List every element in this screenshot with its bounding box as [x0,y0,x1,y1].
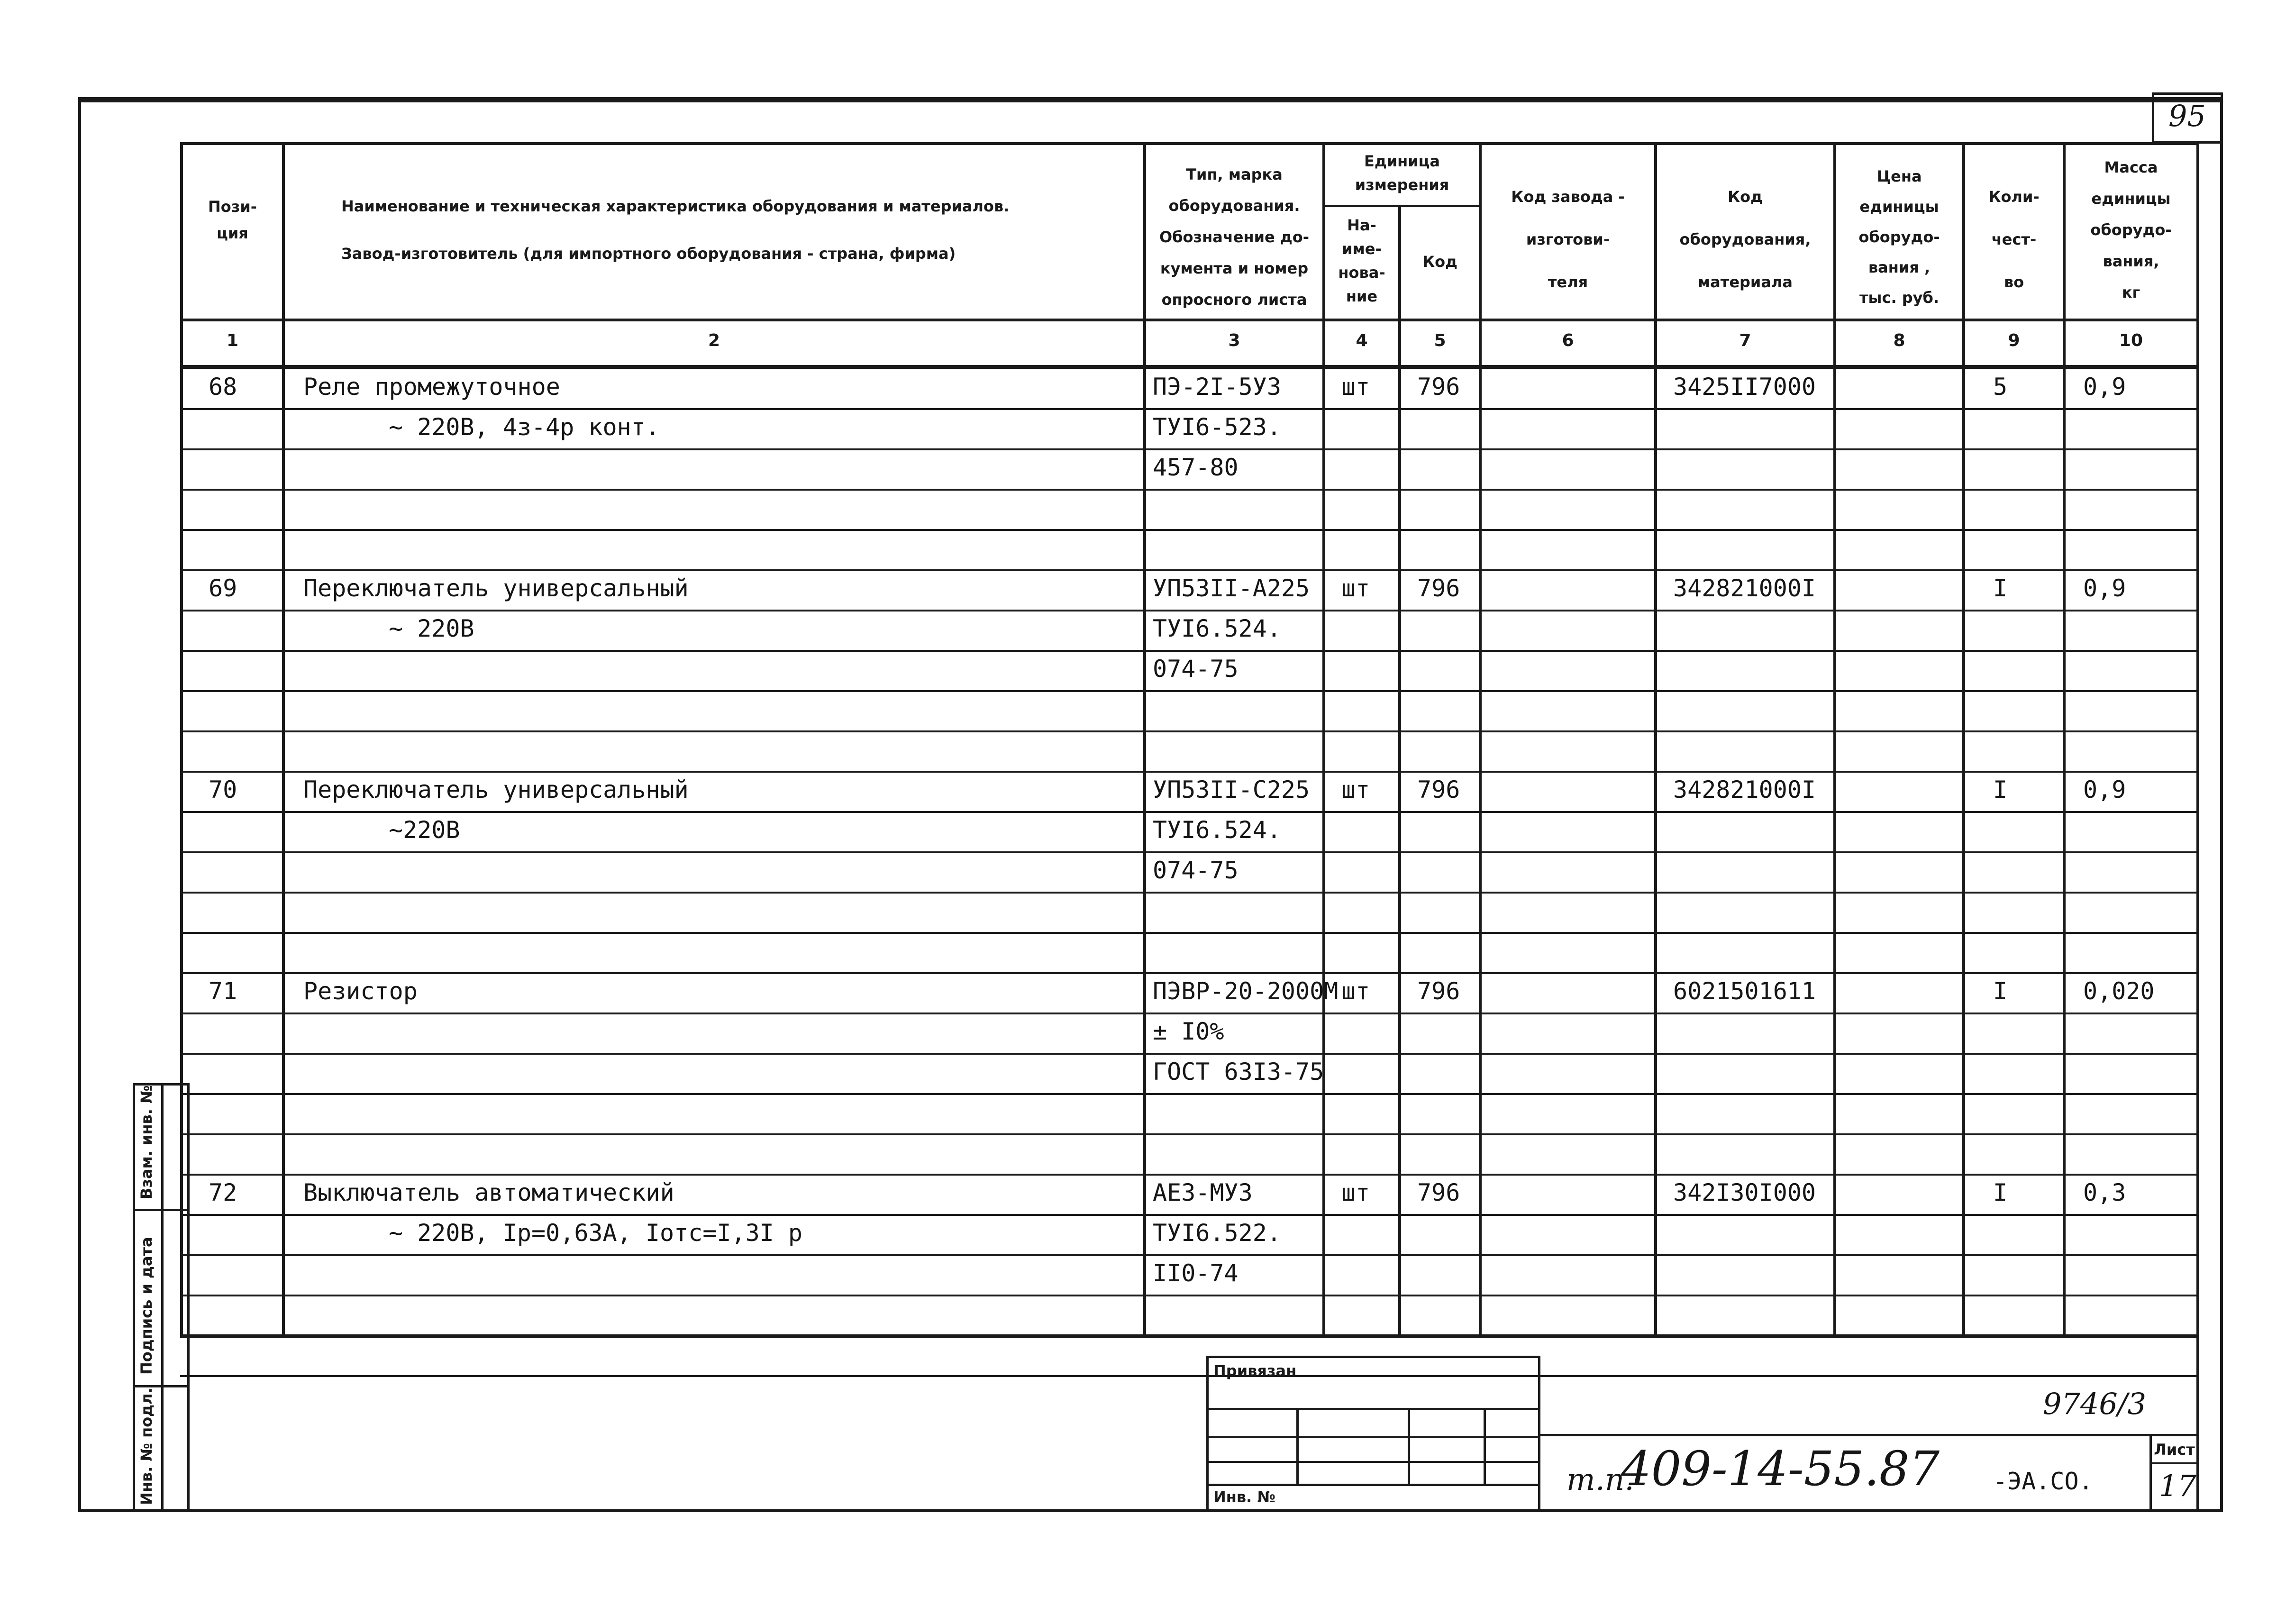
row-rule [180,408,2199,410]
item-unit: шт [1341,373,1370,401]
col-rule-7 [1833,142,1836,1337]
item-type-line: АЕЗ-МУЗ [1153,1179,1253,1206]
colnum-9: 9 [2008,331,2020,350]
header-type: Тип, марка оборудования. Обозначение до- кумента и номер опросного листа [1159,165,1309,309]
doc-title-top-rule [1540,1434,2199,1436]
item-quantity: 5 [1993,373,2008,401]
colnum-3: 3 [1228,331,1240,350]
item-name-line: Переключатель универсальный [303,575,689,602]
item-type-line: ТУI6-523. [1153,413,1281,441]
item-name-line: ~ 220В, Ір=0,63А, Іотс=I,3І р [389,1219,802,1247]
col-rule-8 [1962,142,1965,1337]
item-equipment-code: 342I30I000 [1673,1179,1816,1206]
colnum-2: 2 [708,331,720,350]
item-type-line: ПЭВР-20-2000М [1153,977,1339,1005]
row-rule [180,1375,2199,1377]
side-stamp-row-rule-1 [133,1209,190,1211]
colnum-5: 5 [1434,331,1446,350]
row-rule [180,448,2199,450]
row-rule [180,569,2199,571]
row-rule [180,1295,2199,1296]
item-position: 70 [209,776,237,803]
row-rule [180,610,2199,611]
item-type-line: ТУI6.524. [1153,615,1281,642]
col-rule-10 [2196,142,2199,1337]
side-stamp-signature-date: Подпись и дата [137,1237,155,1375]
header-unit-name: На- име- нова- ние [1338,216,1385,305]
row-rule [180,730,2199,732]
bound-stamp-rule-3 [1206,1461,1540,1463]
colnum-6: 6 [1562,331,1574,350]
item-equipment-code: 3425II7000 [1673,373,1816,401]
row-rule [180,771,2199,773]
row-rule [180,972,2199,974]
item-type-line: 457-80 [1153,454,1239,481]
bound-stamp-col-2 [1408,1408,1410,1484]
item-mass: 0,020 [2083,977,2155,1005]
item-position: 68 [209,373,237,401]
col-rule-4 [1398,205,1401,1337]
colnum-10: 10 [2119,331,2143,350]
item-mass: 0,9 [2083,776,2126,803]
col-rule-5 [1479,142,1482,1337]
row-rule [180,529,2199,531]
bound-stamp-col-1 [1296,1408,1299,1484]
row-rule [180,650,2199,652]
item-quantity: I [1993,776,2008,803]
doc-number: 409-14-55.87 [1621,1441,1940,1496]
item-name-line: Резистор [303,977,418,1005]
item-type-line: ПЭ-2I-5У3 [1153,373,1281,401]
header-equipment-code: Код оборудования, материала [1679,188,1811,291]
colnum-4: 4 [1356,331,1368,350]
row-rule [180,851,2199,853]
row-rule [180,1174,2199,1176]
item-unit-code: 796 [1417,373,1460,401]
item-name-line: Реле промежуточное [303,373,560,401]
item-type-line: II0-74 [1153,1259,1239,1287]
header-bottom-rule [180,319,2199,321]
item-equipment-code: 342821000I [1673,776,1816,803]
item-position: 69 [209,575,237,602]
colnum-1: 1 [226,331,239,350]
item-type-line: ± I0% [1153,1018,1224,1045]
sheet-number-top: 95 [2168,99,2206,133]
colnum-7: 7 [1739,331,1751,350]
row-rule [180,1133,2199,1135]
item-name-line: ~ 220В, 4з-4р конт. [389,413,660,441]
row-rule [180,1093,2199,1095]
header-unit-group: Единица измерения [1355,152,1449,194]
header-plant-code: Код завода - изготови- теля [1511,188,1625,291]
item-type-line: УП53II-А225 [1153,575,1310,602]
item-mass: 0,9 [2083,575,2126,602]
item-unit-code: 796 [1417,1179,1460,1206]
item-equipment-code: 342821000I [1673,575,1816,602]
header-quantity: Коли- чест- во [1988,188,2040,291]
item-name-line: Переключатель универсальный [303,776,689,803]
item-unit-code: 796 [1417,977,1460,1005]
doc-suffix: -ЭА.СО. [1993,1468,2093,1495]
item-type-line: УП53II-С225 [1153,776,1310,803]
item-type-line: ТУI6.522. [1153,1219,1281,1247]
item-unit-code: 796 [1417,776,1460,803]
bound-stamp-label: Привязан [1213,1362,1297,1380]
sheet-number: 17 [2159,1469,2196,1503]
row-rule [180,892,2199,894]
doc-frame-right-extension [2196,1334,2199,1512]
item-unit: шт [1341,575,1370,602]
item-mass: 0,3 [2083,1179,2126,1206]
doc-prefix: т.п. [1566,1462,1634,1497]
item-position: 72 [209,1179,237,1206]
item-name-line: Выключатель автоматический [303,1179,674,1206]
item-quantity: I [1993,977,2008,1005]
side-stamp-mid-rule [161,1083,164,1512]
inv-number-label: Инв. № [1213,1488,1275,1506]
item-unit: шт [1341,776,1370,803]
item-type-line: 074-75 [1153,857,1239,884]
colnum-8: 8 [1893,331,1905,350]
item-quantity: I [1993,575,2008,602]
row-rule [180,489,2199,491]
col-rule-6 [1654,142,1657,1337]
row-rule [180,690,2199,692]
item-quantity: I [1993,1179,2008,1206]
item-type-line: ТУI6.524. [1153,816,1281,844]
row-rule [180,811,2199,813]
side-stamp-row-rule-2 [133,1385,190,1387]
item-mass: 0,9 [2083,373,2126,401]
row-rule [180,1053,2199,1055]
item-name-line: ~ 220В [389,615,474,642]
col-rule-9 [2063,142,2066,1337]
item-type-line: 074-75 [1153,655,1239,683]
item-name-line: ~220В [389,816,460,844]
colnum-bottom-rule [180,365,2199,369]
item-unit-code: 796 [1417,575,1460,602]
archive-number: 9746/3 [2043,1387,2147,1421]
table-bottom-rule [180,1334,2199,1338]
item-unit: шт [1341,1179,1370,1206]
bound-stamp-col-3 [1484,1408,1486,1484]
bound-stamp-rule-1 [1206,1408,1540,1410]
item-equipment-code: 6021501611 [1673,977,1816,1005]
header-name: Наименование и техническая характеристика оборудования и материалов. Завод-изготовитель (для импортного оборудования - страна, фирма) [341,197,1010,263]
header-price: Цена единицы оборудо- вания , тыс. руб. [1858,167,1940,307]
bound-stamp-rule-2 [1206,1436,1540,1438]
header-mass: Масса единицы оборудо- вания, кг [2090,158,2172,301]
item-type-line: ГОСТ 63I3-75 [1153,1058,1324,1086]
row-rule [180,1013,2199,1014]
col-rule-3 [1322,142,1325,1337]
sheet-label: Лист [2154,1441,2195,1459]
item-unit: шт [1341,977,1370,1005]
table-top-rule [180,142,2199,145]
row-rule [180,932,2199,934]
header-position: Пози- ция [208,198,257,242]
row-rule [180,1214,2199,1216]
col-rule-2 [1143,142,1146,1337]
frame-top-extension [78,97,2221,100]
side-stamp-replace-inv: Взам. инв. № [137,1085,155,1199]
header-unit-code: Код [1422,253,1457,271]
item-position: 71 [209,977,237,1005]
row-rule [180,1254,2199,1256]
side-stamp-orig-inv: Инв. № подл. [137,1387,155,1505]
col-rule-1 [282,142,285,1337]
